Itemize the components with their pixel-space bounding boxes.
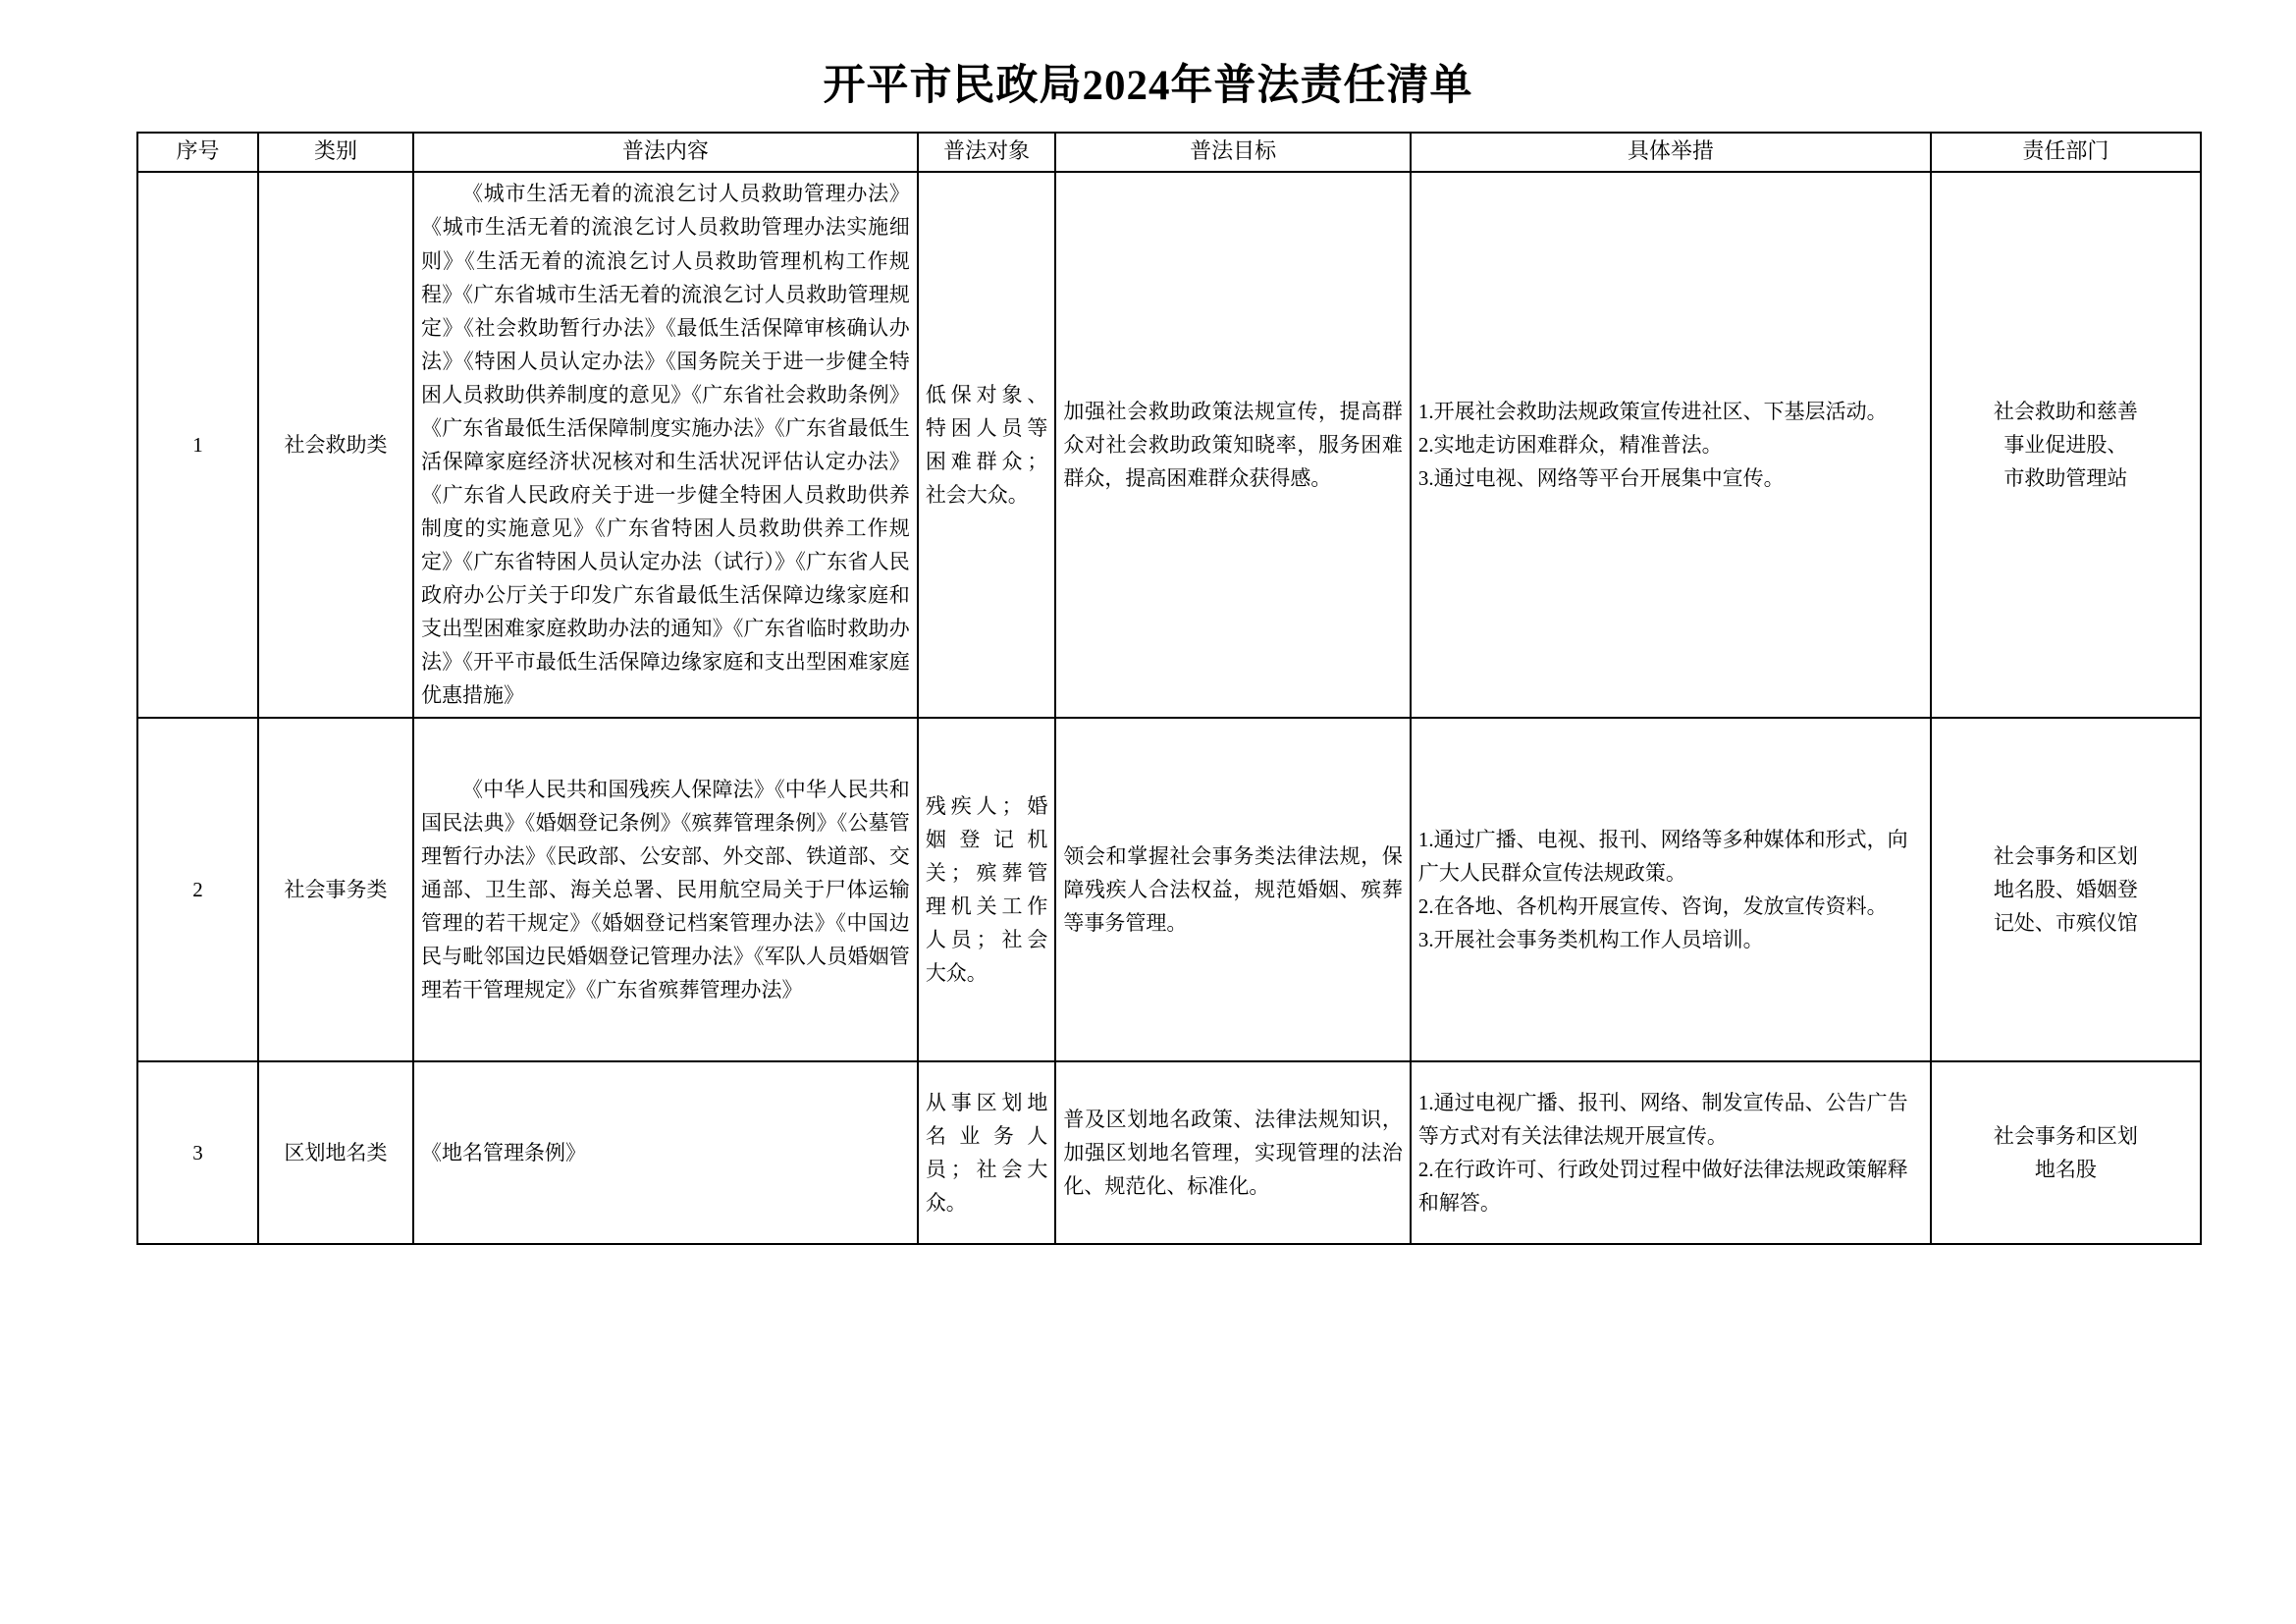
table-header (137, 133, 2201, 172)
cell-category: 区划地名类 (258, 1061, 413, 1244)
cell-measures (1411, 718, 1931, 1061)
cell-goal: 加强社会救助政策法规宣传，提高群众对社会救助政策知晓率，服务困难群众，提高困难群众获得感。 (1055, 172, 1411, 718)
department-line: 社会事务和区划 (1993, 1123, 2138, 1148)
column-header-seq: 序号 (137, 133, 258, 172)
cell-category: 社会救助类 (258, 172, 413, 718)
cell-department (1931, 172, 2201, 718)
column-header-department: 责任部门 (1931, 133, 2201, 172)
cell-seq: 1 (137, 172, 258, 718)
table-row (137, 172, 2201, 718)
department-line: 市救助管理站 (2003, 465, 2128, 490)
table-row (137, 718, 2201, 1061)
cell-measures (1411, 1061, 1931, 1244)
department-line: 地名股 (2034, 1157, 2097, 1181)
measure-item: 1.通过广播、电视、报刊、网络等多种媒体和形式，向广大人民群众宣传法规政策。 (1417, 827, 1908, 885)
table-body (137, 172, 2201, 1244)
column-header-goal: 普法目标 (1055, 133, 1411, 172)
measure-item: 3.开展社会事务类机构工作人员培训。 (1417, 927, 1764, 951)
cell-seq: 3 (137, 1061, 258, 1244)
measure-item: 2.在行政许可、行政处罚过程中做好法律法规政策解释和解答。 (1417, 1157, 1908, 1215)
cell-target: 残疾人；婚姻登记机关；殡葬管理机关工作人员；社会大众。 (918, 718, 1056, 1061)
column-header-category: 类别 (258, 133, 413, 172)
measure-item: 1.开展社会救助法规政策宣传进社区、下基层活动。 (1417, 399, 1888, 423)
cell-content: 《城市生活无着的流浪乞讨人员救助管理办法》《城市生活无着的流浪乞讨人员救助管理办法实施细则》《生活无着的流浪乞讨人员救助管理机构工作规程》《广东省城市生活无着的流浪乞讨人员救助管理规定》《社会救助暂行办法》《最低生活保障审核确认办法》《特困人员认定办法》《国务院关于进一步健全特困人员救助供养制度的意见》《广东省社会救助条例》《广东省最低生活保障制度实施办法》《广东省最低生活保障家庭经济状况核对和生活状况评估认定办法》《广东省人民政府关于进一步健全特困人员救助供养制度的实施意见》《广东省特困人员救助供养工作规定》《广东省特困人员认定办法（试行）》《广东省人民政府办公厅关于印发广东省最低生活保障边缘家庭和支出型困难家庭救助办法的通知》《广东省临时救助办法》《开平市最低生活保障边缘家庭和支出型困难家庭优惠措施》 (413, 172, 918, 718)
cell-goal: 领会和掌握社会事务类法律法规，保障残疾人合法权益，规范婚姻、殡葬等事务管理。 (1055, 718, 1411, 1061)
measure-item: 3.通过电视、网络等平台开展集中宣传。 (1417, 465, 1785, 490)
responsibility-list-table (136, 132, 2202, 1245)
column-header-measures: 具体举措 (1411, 133, 1931, 172)
cell-content: 《地名管理条例》 (413, 1061, 918, 1244)
table-header-row (137, 133, 2201, 172)
column-header-target: 普法对象 (918, 133, 1056, 172)
page-title: 开平市民政局2024年普法责任清单 (823, 63, 1473, 109)
cell-department (1931, 1061, 2201, 1244)
cell-category: 社会事务类 (258, 718, 413, 1061)
cell-content: 《中华人民共和国残疾人保障法》《中华人民共和国民法典》《婚姻登记条例》《殡葬管理条例》《公墓管理暂行办法》《民政部、公安部、外交部、铁道部、交通部、卫生部、海关总署、民用航空局关于尸体运输管理的若干规定》《婚姻登记档案管理办法》《中国边民与毗邻国边民婚姻登记管理办法》《军队人员婚姻管理若干管理规定》《广东省殡葬管理办法》 (413, 718, 918, 1061)
cell-measures (1411, 172, 1931, 718)
cell-department (1931, 718, 2201, 1061)
table-container (0, 112, 2296, 1245)
department-line: 社会事务和区划 (1993, 843, 2138, 868)
department-line: 记处、市殡仪馆 (1993, 910, 2138, 935)
cell-seq: 2 (137, 718, 258, 1061)
table-row (137, 1061, 2201, 1244)
cell-goal: 普及区划地名政策、法律法规知识，加强区划地名管理，实现管理的法治化、规范化、标准化。 (1055, 1061, 1411, 1244)
department-line: 社会救助和慈善 (1993, 399, 2138, 423)
measure-item: 1.通过电视广播、报刊、网络、制发宣传品、公告广告等方式对有关法律法规开展宣传。 (1417, 1090, 1908, 1148)
cell-target: 低保对象、特困人员等困难群众；社会大众。 (918, 172, 1056, 718)
department-line: 地名股、婚姻登 (1993, 877, 2138, 901)
measure-item: 2.在各地、各机构开展宣传、咨询，发放宣传资料。 (1417, 893, 1888, 918)
cell-target: 从事区划地名业务人员；社会大众。 (918, 1061, 1056, 1244)
department-line: 事业促进股、 (2003, 432, 2128, 457)
measure-item: 2.实地走访困难群众，精准普法。 (1417, 432, 1723, 457)
column-header-content: 普法内容 (413, 133, 918, 172)
